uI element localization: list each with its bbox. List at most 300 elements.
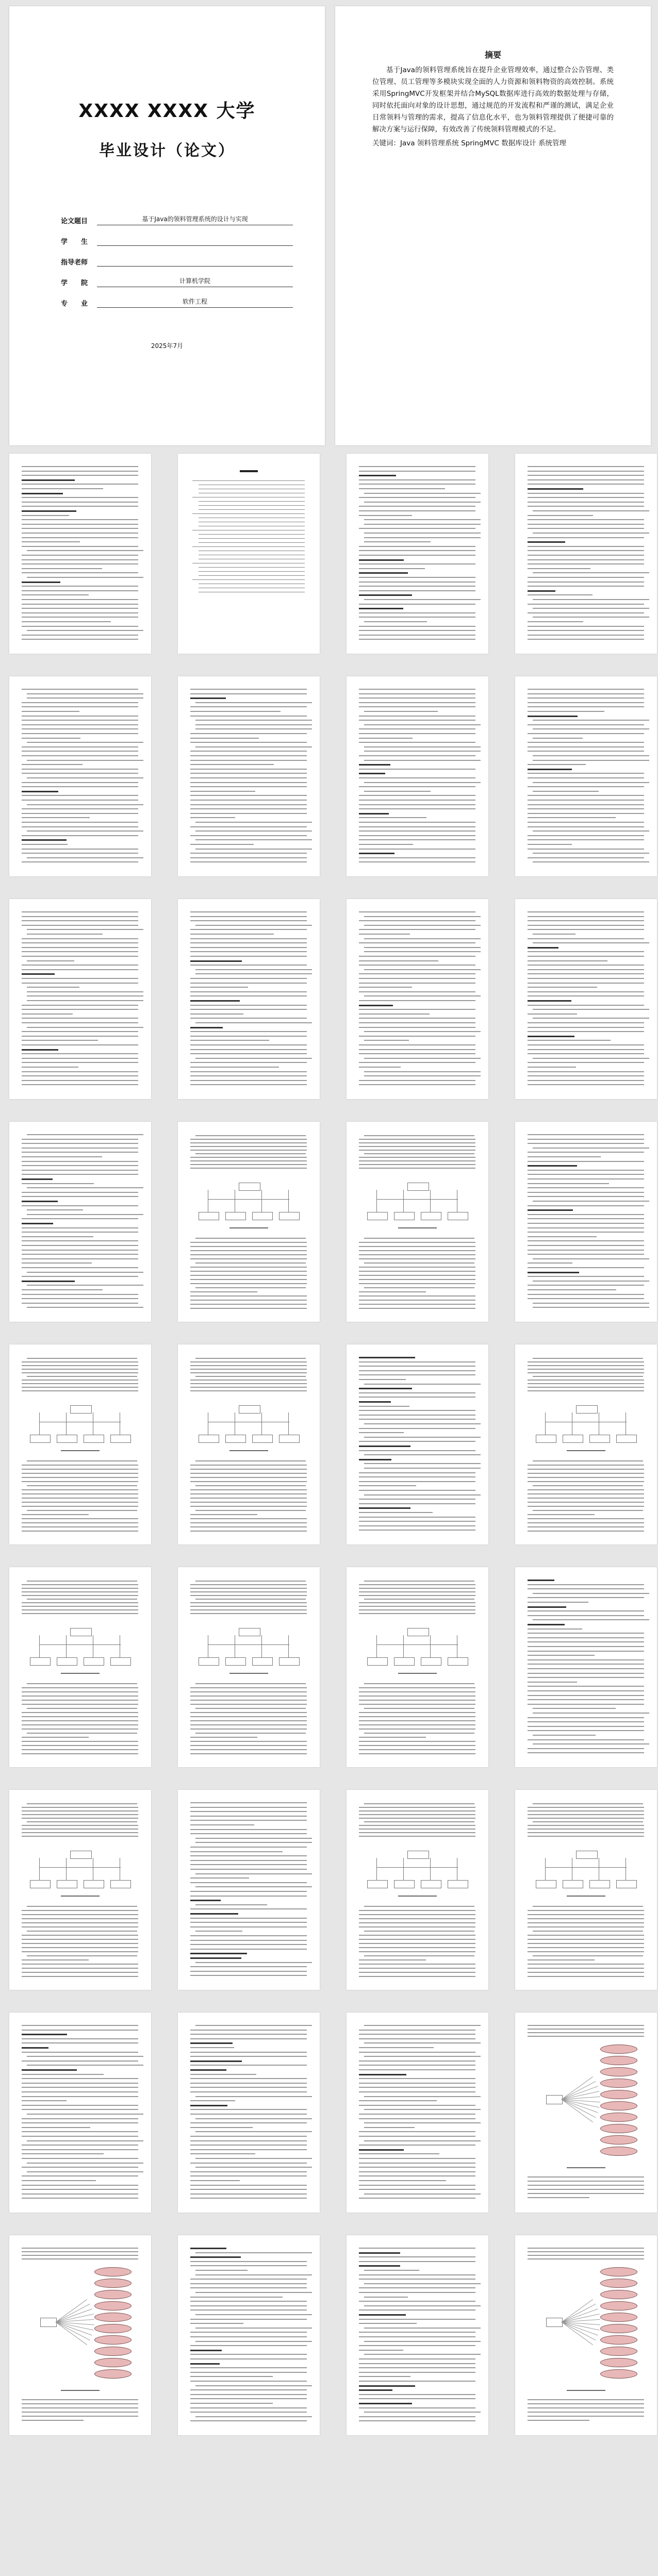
connector-line xyxy=(261,1412,262,1435)
text-line xyxy=(528,697,644,699)
text-line xyxy=(359,1084,475,1085)
text-line xyxy=(359,1814,475,1815)
text-line xyxy=(528,724,644,725)
text-line xyxy=(359,1964,475,1965)
text-line xyxy=(528,626,644,627)
text-line xyxy=(22,1196,138,1197)
text-line xyxy=(22,689,138,690)
text-line xyxy=(190,1896,307,1897)
document-page-thumbnail xyxy=(9,1567,151,1767)
diagram-node xyxy=(84,1435,104,1443)
toc-line xyxy=(199,509,305,510)
attribute-oval xyxy=(600,2279,637,2288)
text-line xyxy=(359,960,438,961)
text-line xyxy=(533,1510,643,1511)
text-line xyxy=(190,1716,307,1717)
text-line xyxy=(364,1153,474,1154)
text-line xyxy=(359,1472,475,1473)
diagram-node xyxy=(110,1880,131,1888)
text-line xyxy=(190,1531,307,1532)
text-line xyxy=(190,1704,307,1705)
section-heading xyxy=(22,1049,58,1051)
text-line xyxy=(364,2270,419,2271)
text-line xyxy=(27,1510,137,1511)
text-line xyxy=(359,635,475,636)
text-line xyxy=(22,844,68,845)
text-line xyxy=(528,1668,644,1669)
text-line xyxy=(190,1971,307,1972)
text-line xyxy=(359,1700,475,1701)
text-line xyxy=(190,2403,273,2404)
text-line xyxy=(359,1910,475,1911)
text-line xyxy=(22,716,138,717)
text-line xyxy=(528,1489,644,1490)
text-line xyxy=(22,1588,138,1589)
text-line xyxy=(364,711,438,712)
field-label: 论文题目 xyxy=(61,218,88,225)
section-heading xyxy=(190,960,242,962)
text-line xyxy=(190,1308,307,1309)
diagram-node xyxy=(279,1435,300,1443)
text-line xyxy=(359,1397,475,1398)
text-line xyxy=(22,916,138,917)
text-line xyxy=(359,1157,475,1158)
text-line xyxy=(190,1753,307,1754)
diagram-node xyxy=(225,1212,246,1220)
connector-line xyxy=(261,1190,262,1212)
document-page-thumbnail xyxy=(515,1122,657,1322)
text-line xyxy=(27,1581,137,1582)
text-line xyxy=(528,2399,644,2400)
section-heading xyxy=(359,2385,415,2387)
text-line xyxy=(528,1214,644,1215)
text-line xyxy=(22,1832,138,1833)
text-line xyxy=(359,1481,475,1482)
text-line xyxy=(359,2136,475,2137)
diagram-node xyxy=(421,1212,441,1220)
text-line xyxy=(22,1749,138,1750)
text-line xyxy=(359,2301,475,2302)
text-line xyxy=(190,2087,307,2088)
text-line xyxy=(533,599,649,600)
text-line xyxy=(22,1369,138,1370)
text-line xyxy=(22,1741,138,1742)
text-line xyxy=(22,2145,138,2146)
text-line xyxy=(533,1376,643,1377)
section-heading xyxy=(359,2149,404,2151)
attribute-oval xyxy=(600,2267,637,2276)
text-line xyxy=(27,857,143,858)
text-line xyxy=(528,1959,595,1960)
text-line xyxy=(190,2127,253,2128)
text-line xyxy=(27,1803,137,1804)
text-line xyxy=(195,2167,312,2168)
text-line xyxy=(364,751,481,752)
field-label: 专 业 xyxy=(61,300,88,308)
text-line xyxy=(190,987,248,988)
text-line xyxy=(190,1009,307,1010)
text-line xyxy=(190,1712,307,1713)
text-line xyxy=(190,2332,307,2333)
text-line xyxy=(359,1499,475,1500)
text-line xyxy=(22,1716,138,1717)
section-heading xyxy=(528,488,583,490)
text-line xyxy=(533,572,649,573)
text-line xyxy=(364,1733,474,1734)
text-line xyxy=(190,2091,307,2092)
text-line xyxy=(359,777,475,778)
connector-line xyxy=(56,2322,90,2340)
diagram-node xyxy=(84,1657,104,1666)
text-line xyxy=(195,1460,306,1461)
text-line xyxy=(22,764,83,765)
text-line xyxy=(359,826,475,827)
figure-caption xyxy=(229,1227,268,1228)
connector-line xyxy=(208,1644,289,1645)
text-line xyxy=(528,916,644,917)
section-heading xyxy=(528,716,578,717)
connector-line xyxy=(376,1867,458,1868)
text-line xyxy=(528,978,644,979)
diagram-node xyxy=(367,1657,388,1666)
text-line xyxy=(22,1514,89,1515)
section-heading xyxy=(528,1165,577,1167)
diagram-node xyxy=(252,1435,273,1443)
document-page-thumbnail xyxy=(347,1567,488,1767)
text-line xyxy=(190,1062,307,1063)
text-line xyxy=(359,1914,475,1915)
text-line xyxy=(528,2185,644,2186)
connector-line xyxy=(288,1635,289,1657)
text-line xyxy=(359,689,475,690)
text-line xyxy=(364,746,481,747)
text-line xyxy=(528,991,644,992)
text-line xyxy=(359,2292,475,2293)
section-heading xyxy=(22,2069,77,2071)
text-line xyxy=(27,991,143,992)
text-line xyxy=(533,617,649,618)
text-line xyxy=(190,2297,283,2298)
text-line xyxy=(528,995,644,996)
diagram-node xyxy=(367,1880,388,1888)
text-line xyxy=(22,965,138,966)
text-line xyxy=(195,925,312,926)
attribute-oval xyxy=(600,2301,637,2311)
text-line xyxy=(364,2025,481,2026)
text-line xyxy=(364,724,481,725)
text-line xyxy=(190,2140,307,2141)
text-line xyxy=(22,471,138,472)
text-line xyxy=(359,2105,475,2106)
text-line xyxy=(528,502,644,503)
section-heading xyxy=(528,947,558,949)
text-line xyxy=(190,1275,307,1276)
toc-line xyxy=(199,538,305,539)
text-line xyxy=(528,826,644,827)
text-line xyxy=(27,1931,137,1932)
text-line xyxy=(364,2127,415,2128)
text-line xyxy=(359,2083,475,2084)
text-line xyxy=(190,1157,307,1158)
text-line xyxy=(195,2341,312,2342)
text-line xyxy=(359,479,475,480)
text-line xyxy=(528,849,644,850)
text-line xyxy=(22,1498,138,1499)
text-line xyxy=(359,1972,475,1973)
text-line xyxy=(22,1258,138,1259)
text-line xyxy=(359,2376,410,2377)
connector-line xyxy=(545,1858,546,1880)
text-line xyxy=(22,706,138,707)
attribute-oval xyxy=(600,2358,637,2367)
text-line xyxy=(359,2336,475,2337)
section-heading xyxy=(22,2047,48,2049)
diagram-node xyxy=(407,1851,429,1859)
text-line xyxy=(528,2181,644,2182)
section-heading xyxy=(190,2060,242,2062)
section-heading xyxy=(359,1357,415,1358)
diagram-node xyxy=(225,1435,246,1443)
text-line xyxy=(359,2175,475,2176)
figure-caption xyxy=(61,1896,100,1897)
text-line xyxy=(359,1361,475,1362)
text-line xyxy=(528,1080,644,1081)
text-line xyxy=(22,1018,138,1019)
text-line xyxy=(364,995,481,996)
text-line xyxy=(190,1084,307,1085)
toc-line xyxy=(199,575,305,576)
text-line xyxy=(359,1720,475,1721)
cover-info-table xyxy=(61,205,293,308)
text-line xyxy=(528,1022,644,1023)
text-line xyxy=(359,2287,475,2288)
text-line xyxy=(22,599,138,600)
text-line xyxy=(22,1959,89,1960)
text-line xyxy=(27,1683,137,1684)
connector-line xyxy=(39,1412,40,1435)
text-line xyxy=(22,1303,138,1304)
text-line xyxy=(195,728,312,729)
text-line xyxy=(533,934,575,935)
text-line xyxy=(190,1139,307,1140)
field-value xyxy=(97,244,293,246)
text-line xyxy=(364,621,427,622)
connector-line xyxy=(403,1635,404,1657)
text-line xyxy=(27,1708,137,1709)
document-page-thumbnail xyxy=(515,1790,657,1990)
text-line xyxy=(528,1361,644,1362)
text-line xyxy=(27,1134,143,1135)
text-line xyxy=(528,951,644,952)
text-line xyxy=(528,559,644,560)
text-line xyxy=(195,2118,312,2119)
document-page-thumbnail xyxy=(178,899,320,1099)
diagram-node xyxy=(30,1657,51,1666)
text-line xyxy=(190,1935,307,1936)
text-line xyxy=(22,1613,138,1614)
text-line xyxy=(190,804,307,805)
text-line xyxy=(528,733,644,734)
text-line xyxy=(190,2136,307,2137)
text-line xyxy=(528,612,644,613)
text-line xyxy=(533,1708,616,1709)
diagram-node xyxy=(110,1657,131,1666)
text-line xyxy=(22,1481,138,1482)
text-line xyxy=(528,1943,644,1944)
text-line xyxy=(528,493,644,494)
text-line xyxy=(359,2323,417,2324)
diagram-node xyxy=(448,1880,468,1888)
text-line xyxy=(528,1156,601,1157)
document-page-thumbnail xyxy=(515,676,657,876)
text-line xyxy=(364,2305,481,2306)
text-line xyxy=(22,2136,138,2137)
text-line xyxy=(359,755,475,756)
text-line xyxy=(22,1143,138,1144)
text-line xyxy=(528,1641,644,1642)
text-line xyxy=(22,2052,138,2053)
text-line xyxy=(359,2100,437,2101)
connector-line xyxy=(39,1867,121,1868)
text-line xyxy=(533,1281,649,1282)
text-line xyxy=(190,2056,307,2057)
text-line xyxy=(190,2052,307,2053)
text-line xyxy=(359,1595,475,1596)
text-line xyxy=(359,822,475,823)
text-line xyxy=(359,1009,475,1010)
text-line xyxy=(195,702,312,703)
text-line xyxy=(359,2309,475,2311)
text-line xyxy=(27,960,74,961)
text-line xyxy=(190,800,307,801)
field-value: 计算机学院 xyxy=(97,276,293,287)
text-line xyxy=(359,626,475,627)
text-line xyxy=(364,969,481,970)
text-line xyxy=(22,2091,138,2092)
text-line xyxy=(528,1049,644,1050)
text-line xyxy=(195,2158,312,2159)
text-line xyxy=(528,1836,644,1837)
text-line xyxy=(528,1968,644,1969)
text-line xyxy=(22,983,138,984)
text-line xyxy=(22,559,138,560)
text-line xyxy=(528,1084,644,1085)
text-line xyxy=(190,1267,307,1268)
text-line xyxy=(364,2328,481,2329)
text-line xyxy=(190,1291,257,1292)
text-line xyxy=(359,1825,475,1826)
text-line xyxy=(364,1423,481,1424)
text-line xyxy=(190,1724,307,1725)
text-line xyxy=(359,2363,475,2364)
field-label: 学 院 xyxy=(61,279,88,287)
text-line xyxy=(359,1027,475,1028)
text-line xyxy=(190,1304,307,1305)
text-line xyxy=(22,537,138,538)
text-line xyxy=(22,2038,138,2039)
text-line xyxy=(190,2407,307,2408)
text-line xyxy=(190,2047,234,2048)
text-line xyxy=(27,1027,143,1028)
text-line xyxy=(190,1258,307,1259)
text-line xyxy=(359,1062,475,1063)
text-line xyxy=(528,586,644,587)
text-line xyxy=(359,639,475,640)
text-line xyxy=(359,1745,475,1746)
document-page-thumbnail xyxy=(178,1122,320,1322)
text-line xyxy=(22,1036,138,1037)
attribute-oval xyxy=(600,2369,637,2379)
connector-line xyxy=(39,1858,40,1880)
text-line xyxy=(22,947,138,948)
text-line xyxy=(359,911,475,912)
text-line xyxy=(190,1493,307,1494)
diagram-node xyxy=(279,1657,300,1666)
text-line xyxy=(528,1183,609,1184)
text-line xyxy=(22,1810,138,1811)
text-line xyxy=(528,1522,644,1523)
diagram-node xyxy=(563,1880,583,1888)
attribute-oval xyxy=(600,2347,637,2356)
text-line xyxy=(528,515,593,516)
connector-line xyxy=(562,2322,596,2340)
text-line xyxy=(528,1477,644,1478)
text-line xyxy=(195,2292,312,2293)
figure-caption xyxy=(61,1673,100,1674)
text-line xyxy=(190,853,307,854)
text-line xyxy=(22,826,138,827)
text-line xyxy=(528,1196,644,1197)
text-line xyxy=(359,1164,475,1165)
text-line xyxy=(359,630,475,631)
text-line xyxy=(528,537,644,538)
text-line xyxy=(22,925,138,926)
text-line xyxy=(22,2167,138,2168)
text-line xyxy=(359,1267,475,1268)
text-line xyxy=(22,1161,138,1162)
attribute-oval xyxy=(600,2090,637,2099)
connector-line xyxy=(403,1190,404,1212)
text-line xyxy=(533,853,649,854)
text-line xyxy=(359,733,475,734)
text-line xyxy=(22,2198,138,2199)
connector-line xyxy=(39,1635,40,1657)
text-line xyxy=(190,2193,307,2195)
text-line xyxy=(190,1908,307,1909)
text-line xyxy=(27,2065,143,2066)
connector-line xyxy=(430,1858,431,1880)
text-line xyxy=(190,782,307,783)
text-line xyxy=(190,1283,307,1284)
text-line xyxy=(528,1174,644,1175)
text-line xyxy=(22,1390,138,1391)
text-line xyxy=(22,1602,138,1603)
text-line xyxy=(359,1146,475,1147)
section-heading xyxy=(528,1580,554,1581)
text-line xyxy=(528,2416,644,2417)
text-line xyxy=(359,1836,475,1837)
section-heading xyxy=(359,764,390,766)
diagram-node xyxy=(279,1212,300,1220)
text-line xyxy=(22,1724,138,1725)
text-line xyxy=(528,1276,644,1277)
text-line xyxy=(22,1365,138,1366)
text-line xyxy=(359,2060,475,2062)
text-line xyxy=(364,1821,474,1822)
section-heading xyxy=(190,1913,238,1915)
text-line xyxy=(528,920,644,921)
diagram-node xyxy=(536,1435,556,1443)
